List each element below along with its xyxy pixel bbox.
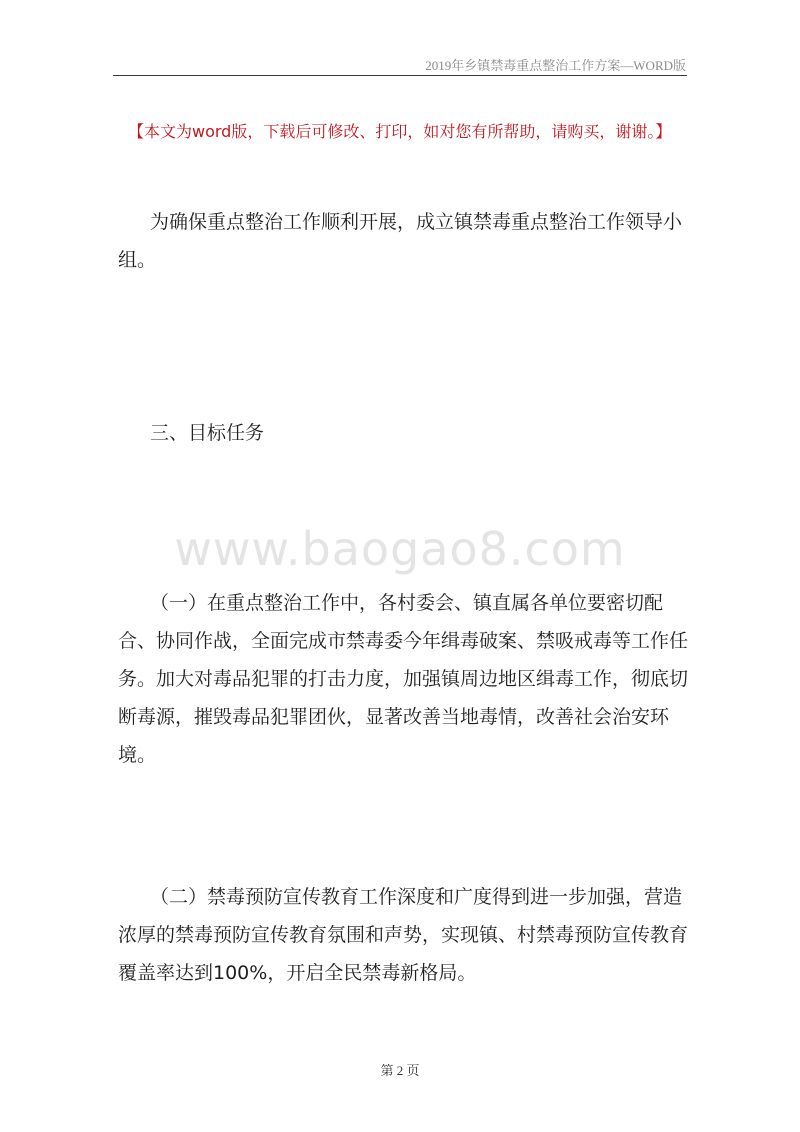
paragraph-task-one: （一）在重点整治工作中，各村委会、镇直属各单位要密切配合、协同作战，全面完成市禁毒委今年缉毒破案、禁吸戒毒等工作任务。加大对毒品犯罪的打击力度，加强镇周边地区缉毒工作，彻底切断毒源，摧毁毒品犯罪团伙，显著改善当地毒情，改善社会治安环境。 [118, 592, 689, 766]
paragraph-leadership-group: 为确保重点整治工作顺利开展，成立镇禁毒重点整治工作领导小组。 [118, 211, 683, 271]
purchase-notice: 【本文为word版，下载后可修改、打印，如对您有所帮助，请购买，谢谢。】 [128, 122, 672, 141]
paragraph-task-two: （二）禁毒预防宣传教育工作深度和广度得到进一步加强，营造浓厚的禁毒预防宣传教育氛围和声势，实现镇、村禁毒预防宣传教育覆盖率达到100%，开启全民禁毒新格局。 [118, 886, 689, 984]
section-heading-goals: 三、目标任务 [150, 422, 265, 444]
header-divider [113, 75, 687, 76]
watermark: www.baogao8.com [174, 522, 626, 576]
header-title: 2019年乡镇禁毒重点整治工作方案—WORD版 [425, 58, 686, 73]
page-number: 第 2 页 [380, 1063, 420, 1078]
